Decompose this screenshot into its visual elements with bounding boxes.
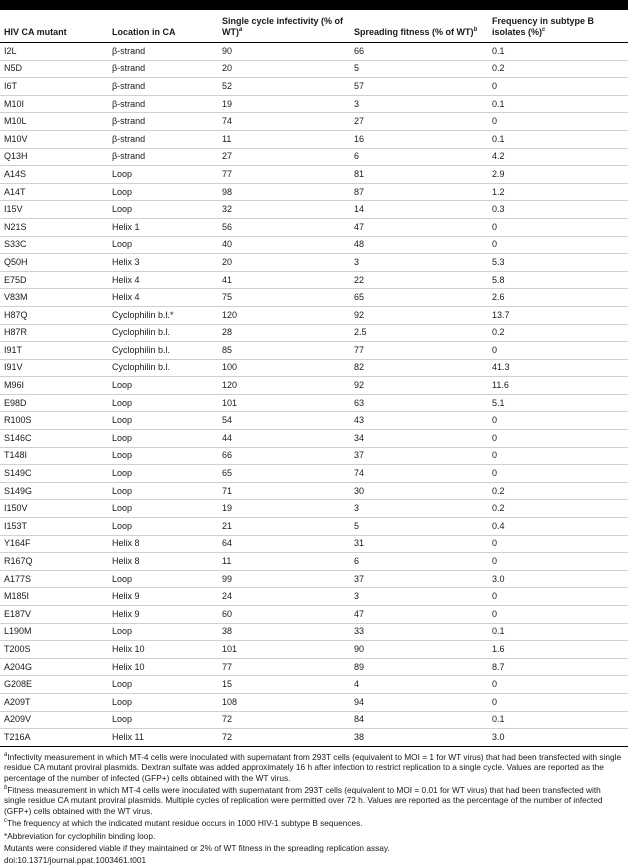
table-cell: 0 (488, 412, 628, 430)
table-cell: 60 (218, 606, 350, 624)
footnote (4, 855, 624, 865)
table-cell: β-strand (108, 130, 218, 148)
table-row (0, 43, 628, 61)
table-row (0, 693, 628, 711)
table-cell: 98 (218, 183, 350, 201)
table-cell: 120 (218, 306, 350, 324)
table-cell: Cyclophilin b.l.* (108, 306, 218, 324)
table-cell: Loop (108, 465, 218, 483)
table-cell: A14S (0, 166, 108, 184)
table-cell: 0 (488, 113, 628, 131)
table-cell: 31 (350, 535, 488, 553)
table-footnotes (0, 747, 628, 866)
table-cell: 5 (350, 518, 488, 536)
table-cell: 4 (350, 676, 488, 694)
footnote-text: *Abbreviation for cyclophilin binding loop. (4, 830, 156, 841)
table-cell: 2.6 (488, 289, 628, 307)
table-cell: 92 (350, 306, 488, 324)
table-cell: I2L (0, 43, 108, 61)
table-row (0, 641, 628, 659)
table-cell: 90 (350, 641, 488, 659)
table-cell: 3 (350, 500, 488, 518)
table-cell: Loop (108, 430, 218, 448)
table-cell: 19 (218, 500, 350, 518)
table-cell: 81 (350, 166, 488, 184)
table-cell: Helix 10 (108, 658, 218, 676)
table-cell: 66 (218, 447, 350, 465)
table-cell: 74 (350, 465, 488, 483)
table-cell: 0.1 (488, 95, 628, 113)
table-cell: V83M (0, 289, 108, 307)
table-cell: Loop (108, 447, 218, 465)
table-cell: 1.2 (488, 183, 628, 201)
table-cell: 44 (218, 430, 350, 448)
table-cell: 22 (350, 271, 488, 289)
table-cell: 20 (218, 254, 350, 272)
table-cell: β-strand (108, 95, 218, 113)
table-cell: 3.0 (488, 570, 628, 588)
table-cell: Loop (108, 201, 218, 219)
table-cell: Helix 3 (108, 254, 218, 272)
table-cell: 120 (218, 377, 350, 395)
table-cell: 0.1 (488, 623, 628, 641)
table-cell: Helix 8 (108, 535, 218, 553)
table-cell: Helix 11 (108, 729, 218, 747)
table-cell: Loop (108, 377, 218, 395)
table-row (0, 254, 628, 272)
table-cell: 0 (488, 553, 628, 571)
table-cell: Helix 9 (108, 606, 218, 624)
table-cell: N5D (0, 60, 108, 78)
table-cell: 89 (350, 658, 488, 676)
table-cell: 0 (488, 535, 628, 553)
table-cell: Loop (108, 482, 218, 500)
data-table (0, 10, 628, 747)
table-cell: E98D (0, 394, 108, 412)
table-cell: T216A (0, 729, 108, 747)
table-cell: 11 (218, 553, 350, 571)
table-cell: 28 (218, 324, 350, 342)
column-header (350, 10, 488, 43)
table-row (0, 271, 628, 289)
table-cell: Loop (108, 236, 218, 254)
table-row (0, 606, 628, 624)
table-cell: I6T (0, 78, 108, 96)
column-header (0, 10, 108, 43)
table-cell: G208E (0, 676, 108, 694)
table-cell: I153T (0, 518, 108, 536)
table-cell: A204G (0, 658, 108, 676)
table-row (0, 148, 628, 166)
table-cell: 5.1 (488, 394, 628, 412)
table-cell: 72 (218, 711, 350, 729)
table-cell: S33C (0, 236, 108, 254)
table-cell: 2.5 (350, 324, 488, 342)
table-row (0, 95, 628, 113)
table-cell: 82 (350, 359, 488, 377)
table-cell: 34 (350, 430, 488, 448)
table-cell: 13.7 (488, 306, 628, 324)
table-cell: 3 (350, 588, 488, 606)
table-cell: Cyclophilin b.l. (108, 324, 218, 342)
table-cell: 6 (350, 148, 488, 166)
table-cell: 0.1 (488, 711, 628, 729)
table-row (0, 570, 628, 588)
table-cell: N21S (0, 218, 108, 236)
table-cell: 71 (218, 482, 350, 500)
table-cell: 77 (350, 342, 488, 360)
table-cell: Helix 9 (108, 588, 218, 606)
table-cell: 32 (218, 201, 350, 219)
footnote (4, 843, 624, 853)
table-row (0, 588, 628, 606)
column-header (108, 10, 218, 43)
table-cell: Q50H (0, 254, 108, 272)
table-row (0, 183, 628, 201)
table-cell: M10I (0, 95, 108, 113)
footnote (4, 752, 624, 783)
table-cell: 41.3 (488, 359, 628, 377)
table-row (0, 113, 628, 131)
table-cell: A209V (0, 711, 108, 729)
table-row (0, 518, 628, 536)
footnote-text: doi:10.1371/journal.ppat.1003461.t001 (4, 855, 147, 866)
table-cell: 0.1 (488, 130, 628, 148)
table-cell: 48 (350, 236, 488, 254)
table-cell: Cyclophilin b.l. (108, 359, 218, 377)
table-cell: Cyclophilin b.l. (108, 342, 218, 360)
table-row (0, 553, 628, 571)
table-cell: 20 (218, 60, 350, 78)
table-cell: 0.4 (488, 518, 628, 536)
footnote-marker: a (239, 27, 243, 33)
table-cell: S149G (0, 482, 108, 500)
footnote-marker: b (4, 785, 8, 792)
table-row (0, 60, 628, 78)
table-cell: 65 (218, 465, 350, 483)
table-cell: β-strand (108, 78, 218, 96)
table-cell: 52 (218, 78, 350, 96)
table-cell: H87Q (0, 306, 108, 324)
table-cell: 0 (488, 465, 628, 483)
table-row (0, 482, 628, 500)
footnote-marker: b (473, 27, 478, 33)
table-cell: 41 (218, 271, 350, 289)
table-cell: M185I (0, 588, 108, 606)
table-cell: 0.2 (488, 482, 628, 500)
table-cell: Loop (108, 394, 218, 412)
column-header-label: Location in CA (112, 27, 176, 37)
table-row (0, 130, 628, 148)
table-cell: M96I (0, 377, 108, 395)
table-row (0, 447, 628, 465)
table-cell: 57 (350, 78, 488, 96)
table-cell: Loop (108, 166, 218, 184)
table-cell: 27 (218, 148, 350, 166)
table-cell: M10V (0, 130, 108, 148)
table-cell: I150V (0, 500, 108, 518)
table-cell: 37 (350, 570, 488, 588)
table-cell: 1.6 (488, 641, 628, 659)
table-cell: Loop (108, 711, 218, 729)
table-cell: 87 (350, 183, 488, 201)
table-cell: S149C (0, 465, 108, 483)
table-cell: R100S (0, 412, 108, 430)
table-row (0, 218, 628, 236)
table-header (0, 10, 628, 43)
table-cell: 90 (218, 43, 350, 61)
table-cell: 74 (218, 113, 350, 131)
table-cell: 0 (488, 676, 628, 694)
table-cell: I91T (0, 342, 108, 360)
table-row (0, 535, 628, 553)
table-cell: β-strand (108, 148, 218, 166)
table-row (0, 412, 628, 430)
table-row (0, 78, 628, 96)
table-cell: 14 (350, 201, 488, 219)
table-cell: Helix 1 (108, 218, 218, 236)
table-cell: 5 (350, 60, 488, 78)
table-cell: 5.8 (488, 271, 628, 289)
table-cell: R167Q (0, 553, 108, 571)
table-cell: 0 (488, 342, 628, 360)
table-cell: 66 (350, 43, 488, 61)
table-row (0, 465, 628, 483)
footnote-text: Mutants were considered viable if they maintained or 2% of WT fitness in the spreading replication assay. (4, 843, 390, 853)
table-cell: 65 (350, 289, 488, 307)
table-cell: 75 (218, 289, 350, 307)
table-cell: 3 (350, 254, 488, 272)
table-cell: 19 (218, 95, 350, 113)
table-row (0, 676, 628, 694)
footnote (4, 785, 624, 816)
table-cell: 99 (218, 570, 350, 588)
top-band (0, 0, 628, 10)
table-cell: 0 (488, 236, 628, 254)
table-row (0, 166, 628, 184)
table-cell: T200S (0, 641, 108, 659)
table-row (0, 377, 628, 395)
table-cell: 0 (488, 78, 628, 96)
table-cell: L190M (0, 623, 108, 641)
table-cell: 4.2 (488, 148, 628, 166)
table-cell: 0 (488, 606, 628, 624)
table-cell: E75D (0, 271, 108, 289)
table-cell: Loop (108, 412, 218, 430)
footnote (4, 831, 624, 841)
column-header-label: HIV CA mutant (4, 27, 67, 37)
table-cell: 56 (218, 218, 350, 236)
table-cell: A177S (0, 570, 108, 588)
table-cell: 47 (350, 218, 488, 236)
table-row (0, 430, 628, 448)
table-cell: 11 (218, 130, 350, 148)
table-row (0, 236, 628, 254)
column-header (218, 10, 350, 43)
table-cell: Loop (108, 693, 218, 711)
table-cell: 101 (218, 394, 350, 412)
table-row (0, 342, 628, 360)
table-cell: 6 (350, 553, 488, 571)
table-cell: 16 (350, 130, 488, 148)
table-cell: 0 (488, 218, 628, 236)
table-cell: 0.1 (488, 43, 628, 61)
column-header-label: Spreading fitness (% of WT) (354, 27, 474, 37)
table-cell: 63 (350, 394, 488, 412)
table-cell: 38 (350, 729, 488, 747)
table-cell: 5.3 (488, 254, 628, 272)
table-cell: 108 (218, 693, 350, 711)
table-row (0, 623, 628, 641)
table-cell: T148I (0, 447, 108, 465)
column-header-label: Single cycle infectivity (% of WT) (222, 16, 344, 37)
table-cell: 0.3 (488, 201, 628, 219)
table-cell: 85 (218, 342, 350, 360)
table-cell: Helix 8 (108, 553, 218, 571)
table-cell: 24 (218, 588, 350, 606)
table-cell: Loop (108, 676, 218, 694)
footnote-marker: c (4, 818, 7, 825)
table-cell: Loop (108, 518, 218, 536)
table-body (0, 43, 628, 747)
table-cell: Helix 4 (108, 289, 218, 307)
table-cell: A14T (0, 183, 108, 201)
table-cell: 38 (218, 623, 350, 641)
table-row (0, 729, 628, 747)
table-cell: 37 (350, 447, 488, 465)
table-cell: 0.2 (488, 324, 628, 342)
table-cell: 15 (218, 676, 350, 694)
table-cell: 0.2 (488, 60, 628, 78)
table-cell: 33 (350, 623, 488, 641)
table-row (0, 711, 628, 729)
table-row (0, 289, 628, 307)
table-cell: Loop (108, 500, 218, 518)
table-cell: 21 (218, 518, 350, 536)
column-header-label: Frequency in subtype B isolates (%) (492, 16, 595, 37)
table-cell: I91V (0, 359, 108, 377)
table-cell: 101 (218, 641, 350, 659)
table-cell: 43 (350, 412, 488, 430)
header-row (0, 10, 628, 43)
table-cell: 2.9 (488, 166, 628, 184)
footnote-marker: c (542, 27, 546, 33)
table-cell: Helix 4 (108, 271, 218, 289)
table-cell: β-strand (108, 43, 218, 61)
table-cell: 0 (488, 430, 628, 448)
footnote-text: Fitness measurement in which MT-4 cells were inoculated with supernatant from 293T cells (equivalent to MOI = 0.01 for WT virus) that had been transfected with single residue CA mutant proviral plasmids. Multiple cycles of replication were permitted over 72 h. Values are reported as the percentage of the number of infected (GFP+) cells obtained with the WT virus. (4, 784, 603, 816)
table-cell: 92 (350, 377, 488, 395)
table-cell: 3.0 (488, 729, 628, 747)
table-cell: 8.7 (488, 658, 628, 676)
table-row (0, 394, 628, 412)
table-cell: Loop (108, 623, 218, 641)
table-cell: 64 (218, 535, 350, 553)
column-header (488, 10, 628, 43)
table-cell: 0 (488, 447, 628, 465)
table-cell: Loop (108, 570, 218, 588)
table-cell: 0.2 (488, 500, 628, 518)
table-cell: 77 (218, 166, 350, 184)
table-cell: 11.6 (488, 377, 628, 395)
table-row (0, 201, 628, 219)
table-cell: 47 (350, 606, 488, 624)
table-cell: Y164F (0, 535, 108, 553)
footnote-text: The frequency at which the indicated mutant residue occurs in 1000 HIV-1 subtype B sequences. (7, 818, 363, 829)
table-cell: 27 (350, 113, 488, 131)
table-cell: 84 (350, 711, 488, 729)
table-cell: 0 (488, 588, 628, 606)
footnote-marker: a (4, 751, 8, 758)
table-row (0, 500, 628, 518)
table-cell: 72 (218, 729, 350, 747)
table-cell: Helix 10 (108, 641, 218, 659)
table-cell: S146C (0, 430, 108, 448)
table-cell: Q13H (0, 148, 108, 166)
table-cell: β-strand (108, 113, 218, 131)
table-cell: 54 (218, 412, 350, 430)
table-cell: Loop (108, 183, 218, 201)
table-cell: 77 (218, 658, 350, 676)
table-cell: 94 (350, 693, 488, 711)
table-cell: I15V (0, 201, 108, 219)
table-row (0, 306, 628, 324)
table-cell: 100 (218, 359, 350, 377)
footnote-text: Infectivity measurement in which MT-4 cells were inoculated with supernatant from 293T cells (equivalent to MOI = 1 for WT virus) that had been transfected with single residue CA mutant proviral plasmids. Dextran sulfate was added approximately 16 h after infection to restrict replication to a single cycle. Values are reported as the percentage of the number of infected (GFP+) cells obtained with the WT virus. (4, 751, 622, 783)
table-cell: H87R (0, 324, 108, 342)
table-row (0, 324, 628, 342)
table-cell: A209T (0, 693, 108, 711)
table-cell: 30 (350, 482, 488, 500)
table-cell: 3 (350, 95, 488, 113)
table-cell: β-strand (108, 60, 218, 78)
table-row (0, 658, 628, 676)
table-cell: M10L (0, 113, 108, 131)
table-row (0, 359, 628, 377)
table-cell: 0 (488, 693, 628, 711)
table-cell: 40 (218, 236, 350, 254)
footnote (4, 818, 624, 828)
table-cell: E187V (0, 606, 108, 624)
